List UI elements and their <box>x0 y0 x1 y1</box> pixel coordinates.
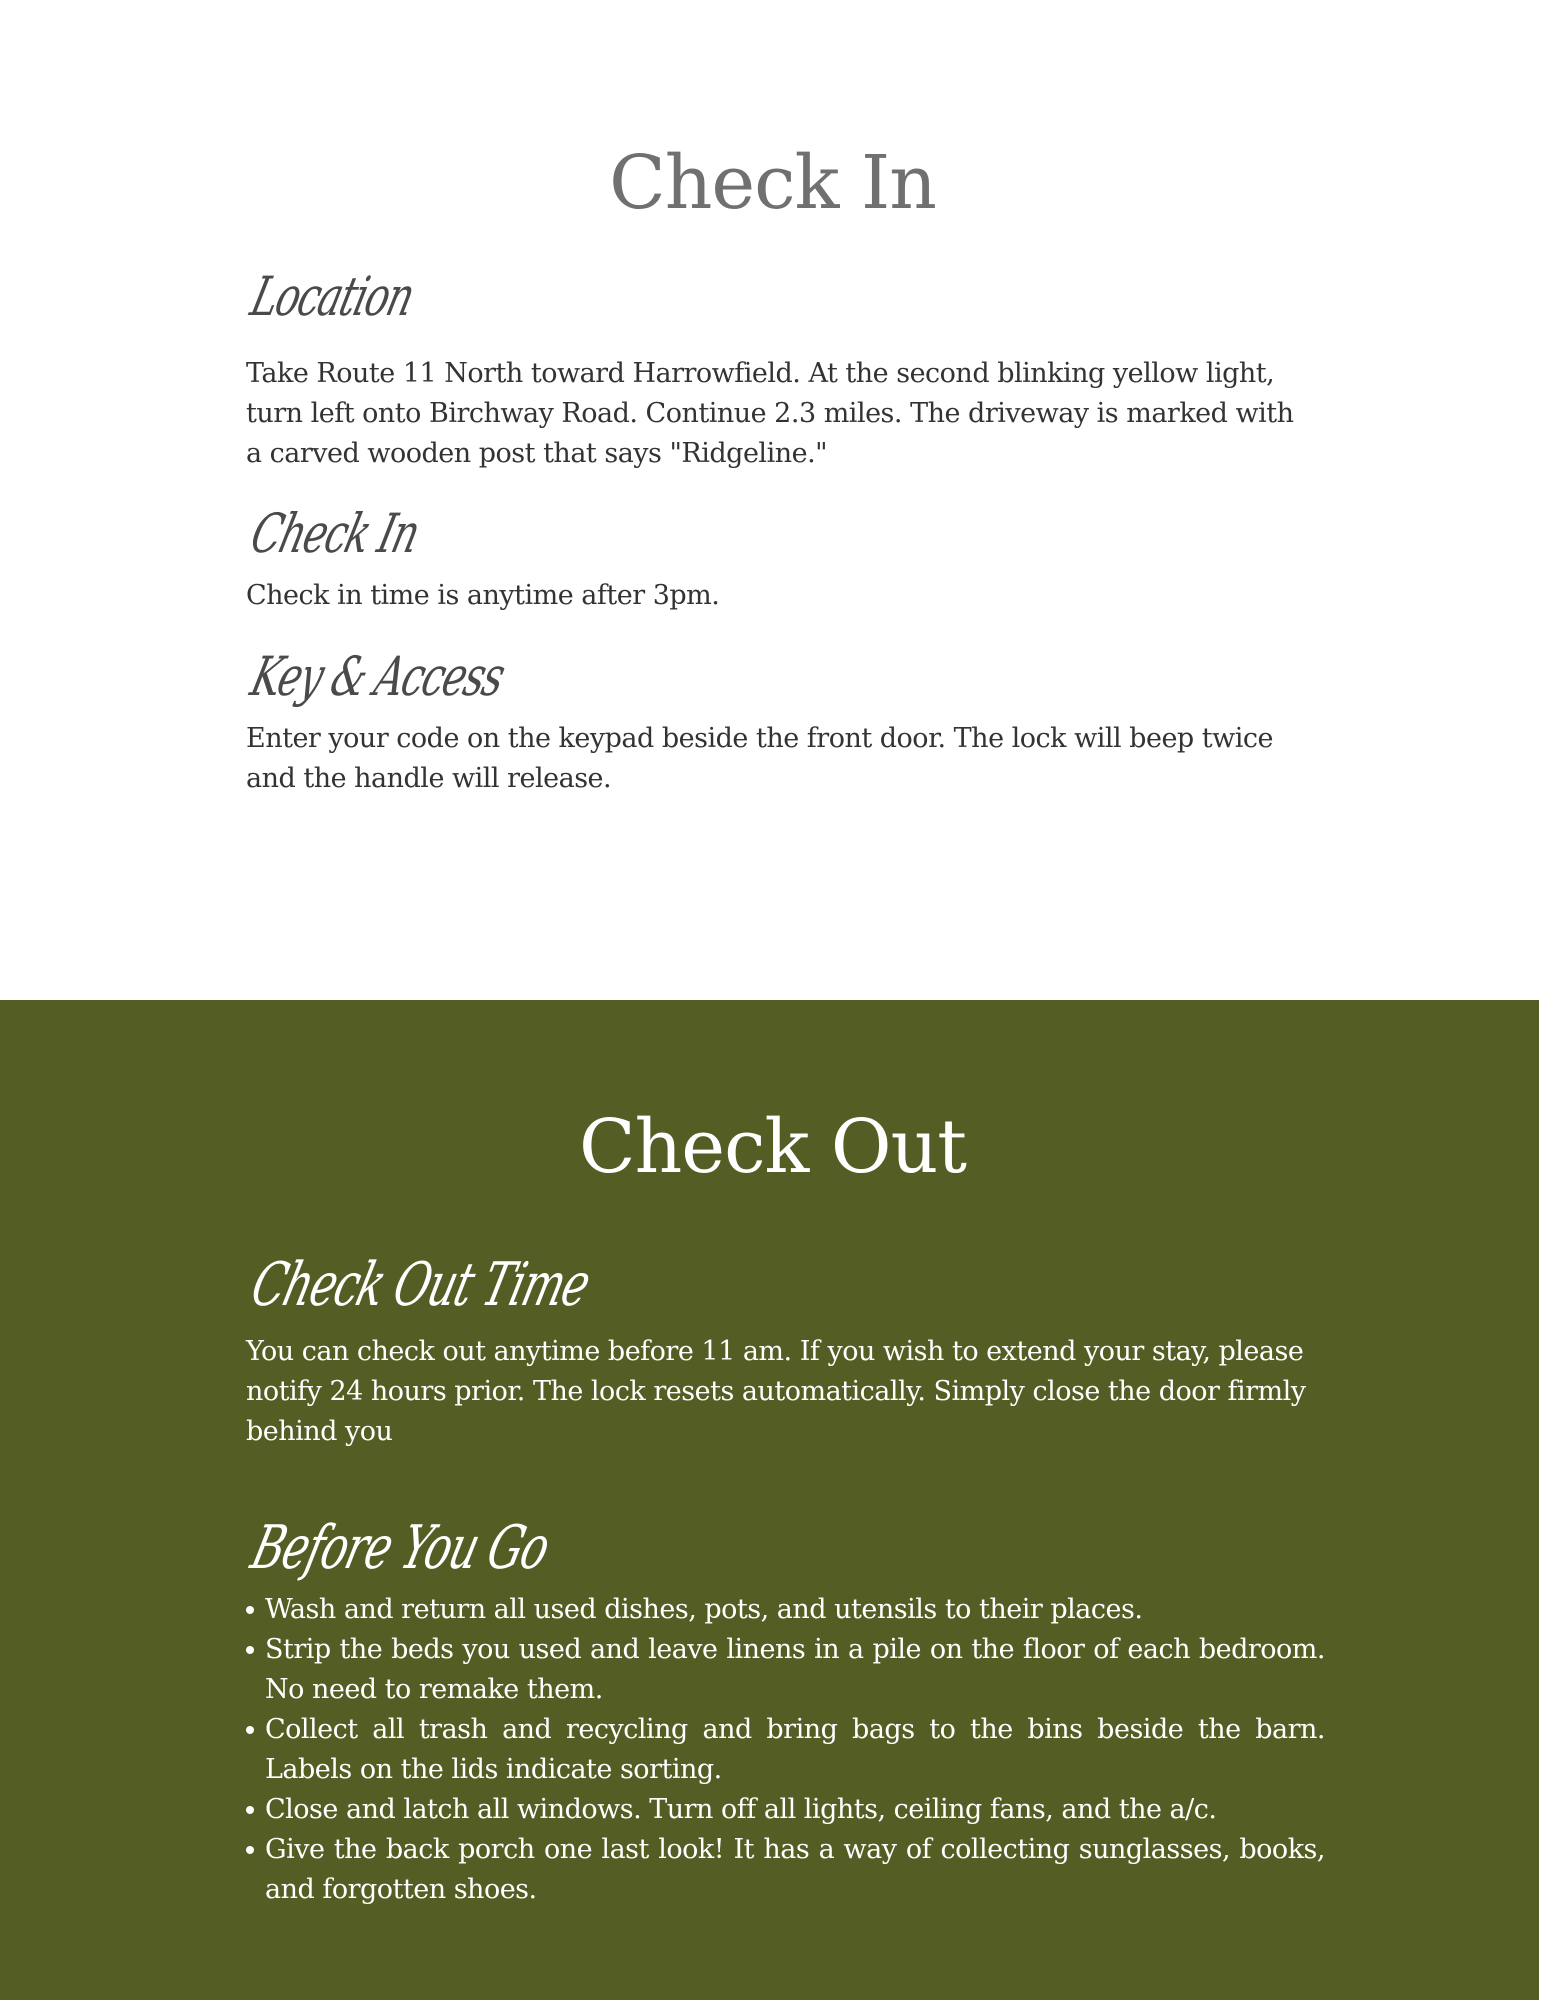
list-item-text: Close and latch all windows. Turn off all lights, ceiling fans, and the a/c. <box>265 1794 1217 1825</box>
location-text: Take Route 11 North toward Harrowfield. At the second blinking yellow light, turn left onto Birchway Road. Continue 2.3 miles. The driveway is marked with a carved wooden post that says "Ridgeline." <box>246 358 1294 469</box>
before-you-go-heading: Before You Go <box>244 1513 556 1583</box>
bullet-icon <box>246 1806 254 1814</box>
list-item-text: Collect all trash and recycling and bring bags to the bins beside the barn. Labels on the lids indicate sorting. <box>265 1714 1325 1785</box>
check-out-time-heading: Check Out Time <box>244 1250 597 1320</box>
check-in-heading: Check In <box>245 502 426 565</box>
check-out-title: Check Out <box>579 1104 966 1190</box>
list-item <box>265 1630 1325 1710</box>
list-item-text: Strip the beds you used and leave linens in a pile on the floor of each bedroom. No need to remake them. <box>265 1634 1325 1705</box>
before-you-go-list <box>246 1590 1325 1910</box>
check-in-time-text: Check in time is anytime after 3pm. <box>246 580 720 611</box>
list-item <box>265 1710 1325 1790</box>
bullet-icon <box>246 1606 254 1614</box>
key-access-text: Enter your code on the keypad beside the front door. The lock will beep twice and the handle will release. <box>246 723 1273 794</box>
bullet-icon <box>246 1646 254 1654</box>
key-access-heading: Key & Access <box>245 645 511 708</box>
check-in-title: Check In <box>609 140 936 226</box>
list-item <box>265 1790 1325 1830</box>
check-out-time-text: You can check out anytime before 11 am. If you wish to extend your stay, please notify 24 hours prior. The lock resets automatically. Simply close the door firmly behind you <box>246 1336 1306 1447</box>
location-heading: Location <box>245 265 420 328</box>
list-item <box>265 1590 1325 1630</box>
check-out-section <box>0 1000 1539 2000</box>
list-item <box>265 1830 1325 1910</box>
list-item-text: Wash and return all used dishes, pots, and utensils to their places. <box>265 1594 1143 1625</box>
bullet-icon <box>246 1726 254 1734</box>
bullet-icon <box>246 1846 254 1854</box>
list-item-text: Give the back porch one last look! It has a way of collecting sunglasses, books, and forgotten shoes. <box>265 1834 1325 1905</box>
